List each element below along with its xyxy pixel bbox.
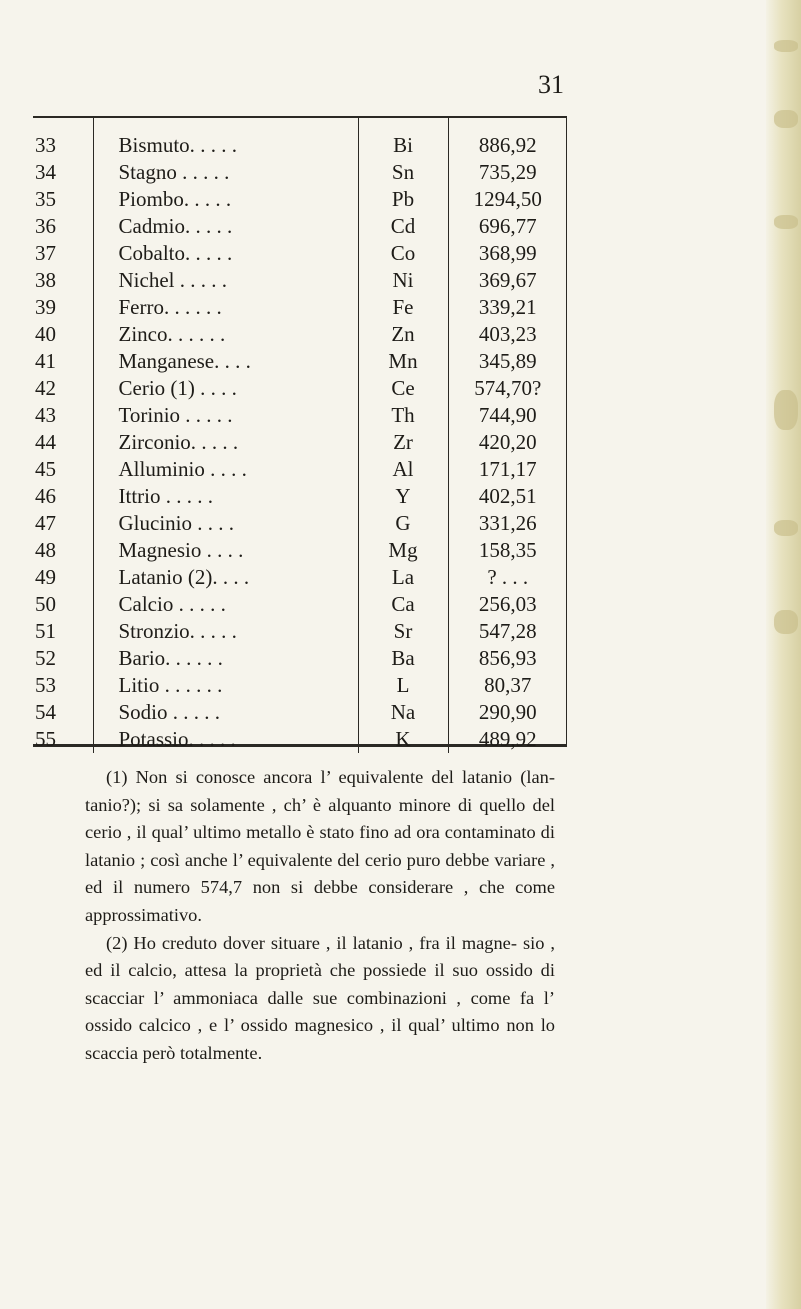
element-symbol: Al [358, 456, 448, 483]
table-row [33, 118, 567, 159]
equivalent-value: 80,37 [484, 673, 532, 697]
footnote-1: (1) Non si conosce ancora l’ equivalente del latanio (lan- tanio?); si sa solamente , ch’ è alquanto minore di quello del cerio , il qual’ ultimo metallo è stato fino ad ora contaminato di latanio ; così anche l’ equivalente del cerio puro debbe variare , ed il numero 574,7 non si debbe considerare , che come approssimativo. [85, 767, 555, 925]
table-row [33, 564, 567, 591]
element-name-cell [93, 564, 358, 591]
element-name-cell [93, 645, 358, 672]
row-number: 53 [33, 672, 93, 699]
element-name-cell [93, 483, 358, 510]
leader-dots: . . . . . . [164, 673, 223, 697]
element-name-cell [93, 240, 358, 267]
table-row [33, 429, 567, 456]
leader-dots: . . . . [200, 376, 237, 400]
element-symbol: Co [358, 240, 448, 267]
row-number: 35 [33, 186, 93, 213]
leader-dots: . . . . . [175, 646, 223, 670]
element-name: Cerio (1) [118, 376, 195, 400]
table-row [33, 591, 567, 618]
element-symbol: Ca [358, 591, 448, 618]
equivalent-value: 369,67 [478, 268, 537, 292]
element-name-cell [93, 456, 358, 483]
equivalent-value: 290,90 [478, 700, 537, 724]
equivalent-value: 402,51 [478, 484, 537, 508]
paper-stain [774, 610, 798, 634]
equivalent-value: 345,89 [478, 349, 537, 373]
element-symbol: Ba [358, 645, 448, 672]
equivalent-value: 331,26 [478, 511, 537, 535]
paper-stain [774, 40, 798, 52]
paper-stain [774, 215, 798, 229]
element-name: Bismuto. [118, 133, 195, 157]
equivalent-value: 1294,50 [473, 187, 542, 211]
equivalent-value: 339,21 [478, 295, 537, 319]
leader-dots: . . . . . [182, 160, 230, 184]
element-name-cell [93, 321, 358, 348]
element-name-cell [93, 510, 358, 537]
element-name-cell [93, 294, 358, 321]
leader-dots: . . . . [201, 430, 239, 454]
table-row [33, 402, 567, 429]
element-name-cell [93, 672, 358, 699]
element-name: Ferro. [118, 295, 170, 319]
element-symbol: La [358, 564, 448, 591]
row-number: 42 [33, 375, 93, 402]
row-number: 36 [33, 213, 93, 240]
element-name: Calcio [118, 592, 174, 616]
paper-stain [774, 520, 798, 536]
equivalent-value: 420,20 [478, 430, 537, 454]
leader-dots: . . . . . [179, 268, 227, 292]
equivalent-value: 403,23 [478, 322, 537, 346]
element-name: Litio [118, 673, 160, 697]
row-number: 41 [33, 348, 93, 375]
leader-dots: . . . . [195, 214, 233, 238]
paper-stain [774, 390, 798, 430]
equivalent-value: 744,90 [478, 403, 537, 427]
leader-dots: . . . . [200, 133, 237, 157]
paper-stain [774, 110, 798, 128]
table-row [33, 483, 567, 510]
element-name-cell [93, 537, 358, 564]
leader-dots: . . . . . [172, 700, 221, 724]
table-row [33, 672, 567, 699]
element-name: Piombo. [118, 187, 190, 211]
table-row [33, 375, 567, 402]
equivalent-value: 489,92 [478, 727, 537, 751]
row-number: 44 [33, 429, 93, 456]
leader-dots: . . . [224, 349, 251, 373]
element-name-cell [93, 267, 358, 294]
element-symbol: Bi [358, 118, 448, 159]
element-symbol: Mg [358, 537, 448, 564]
table-row [33, 726, 567, 753]
element-name-cell [93, 186, 358, 213]
table-row [33, 510, 567, 537]
equivalent-value: 886,92 [478, 133, 537, 157]
leader-dots: . . . . . [174, 295, 222, 319]
leader-dots: . . . . [199, 727, 236, 751]
table-row [33, 240, 567, 267]
table-row [33, 267, 567, 294]
row-number: 37 [33, 240, 93, 267]
element-name: Stronzio. [118, 619, 195, 643]
element-name: Magnesio [118, 538, 202, 562]
row-number: 51 [33, 618, 93, 645]
element-name-cell [93, 118, 358, 159]
element-name: Latanio (2). [118, 565, 218, 589]
row-number: 55 [33, 726, 93, 753]
row-number: 33 [33, 118, 93, 159]
table-row [33, 699, 567, 726]
element-name-cell [93, 348, 358, 375]
equivalent-value: 368,99 [478, 241, 537, 265]
element-symbol: Na [358, 699, 448, 726]
element-symbol: Ni [358, 267, 448, 294]
element-name-cell [93, 429, 358, 456]
table-row [33, 537, 567, 564]
equivalent-value: 547,28 [478, 619, 537, 643]
element-name-cell [93, 375, 358, 402]
element-name: Bario. [118, 646, 171, 670]
element-name-cell [93, 699, 358, 726]
row-number: 45 [33, 456, 93, 483]
element-symbol: Th [358, 402, 448, 429]
element-name: Ittrio [118, 484, 161, 508]
table-row [33, 645, 567, 672]
equivalent-value: 171,17 [478, 457, 537, 481]
element-name-cell [93, 618, 358, 645]
element-symbol: Sr [358, 618, 448, 645]
element-name: Manganese. [118, 349, 220, 373]
element-name: Zirconio. [118, 430, 197, 454]
element-name-cell [93, 402, 358, 429]
leader-dots: . . . . [206, 538, 244, 562]
element-symbol: Cd [358, 213, 448, 240]
leader-dots: . . . . [210, 457, 247, 481]
row-number: 43 [33, 402, 93, 429]
element-name: Glucinio [118, 511, 192, 535]
table-row [33, 213, 567, 240]
equivalent-value: 696,77 [478, 214, 537, 238]
row-number: 49 [33, 564, 93, 591]
element-symbol: L [358, 672, 448, 699]
element-symbol: G [358, 510, 448, 537]
leader-dots: . . . . . [185, 403, 233, 427]
leader-dots: . . . . . [178, 592, 226, 616]
equivalents-table [33, 116, 567, 751]
element-name: Torinio [118, 403, 181, 427]
equivalent-value: 158,35 [478, 538, 537, 562]
element-symbol: Zr [358, 429, 448, 456]
element-name: Cadmio. [118, 214, 191, 238]
table-row [33, 294, 567, 321]
table-row [33, 321, 567, 348]
leader-dots: . . . . . [177, 322, 226, 346]
equivalent-value: 574,70? [474, 376, 542, 400]
equivalent-value: ? . . . [487, 565, 529, 589]
equivalent-value: 735,29 [478, 160, 537, 184]
page-edge [766, 0, 801, 1309]
leader-dots: . . . . . [165, 484, 213, 508]
element-name-cell [93, 591, 358, 618]
element-name: Potassio. [118, 727, 194, 751]
element-name-cell [93, 726, 358, 753]
element-name: Stagno [118, 160, 177, 184]
leader-dots: . . . . [197, 511, 234, 535]
element-name-cell [93, 213, 358, 240]
element-symbol: Fe [358, 294, 448, 321]
element-symbol: Y [358, 483, 448, 510]
equivalent-value: 856,93 [478, 646, 537, 670]
element-name: Zinco. [118, 322, 173, 346]
element-name: Nichel [118, 268, 175, 292]
table-row [33, 348, 567, 375]
element-name: Alluminio [118, 457, 205, 481]
equivalent-value: 256,03 [478, 592, 537, 616]
row-number: 50 [33, 591, 93, 618]
element-symbol: Pb [358, 186, 448, 213]
row-number: 48 [33, 537, 93, 564]
row-number: 39 [33, 294, 93, 321]
leader-dots: . . . [222, 565, 250, 589]
row-number: 40 [33, 321, 93, 348]
element-symbol: Mn [358, 348, 448, 375]
footnotes [85, 764, 555, 1068]
row-number: 54 [33, 699, 93, 726]
page-number: 31 [538, 70, 564, 99]
element-symbol: Zn [358, 321, 448, 348]
element-symbol: Sn [358, 159, 448, 186]
table-row [33, 159, 567, 186]
element-symbol: Ce [358, 375, 448, 402]
table-grid [33, 118, 567, 753]
element-name: Sodio [118, 700, 168, 724]
footnote-2: (2) Ho creduto dover situare , il latanio , fra il magne- sio , ed il calcio, attesa la proprietà che possiede il suo ossido di scacciar l’ ammoniaca dalle sue combinazioni , come fa l’ ossido calcico , e l’ ossido magnesico , il qual’ ultimo non lo scaccia però totalmente. [85, 932, 555, 1063]
table-row [33, 618, 567, 645]
row-number: 47 [33, 510, 93, 537]
row-number: 34 [33, 159, 93, 186]
leader-dots: . . . . [200, 619, 237, 643]
element-symbol: K [358, 726, 448, 753]
row-number: 52 [33, 645, 93, 672]
element-name: Cobalto. [118, 241, 191, 265]
leader-dots: . . . . [194, 187, 232, 211]
table-row [33, 456, 567, 483]
row-number: 46 [33, 483, 93, 510]
table-row [33, 186, 567, 213]
leader-dots: . . . . [195, 241, 233, 265]
row-number: 38 [33, 267, 93, 294]
element-name-cell [93, 159, 358, 186]
